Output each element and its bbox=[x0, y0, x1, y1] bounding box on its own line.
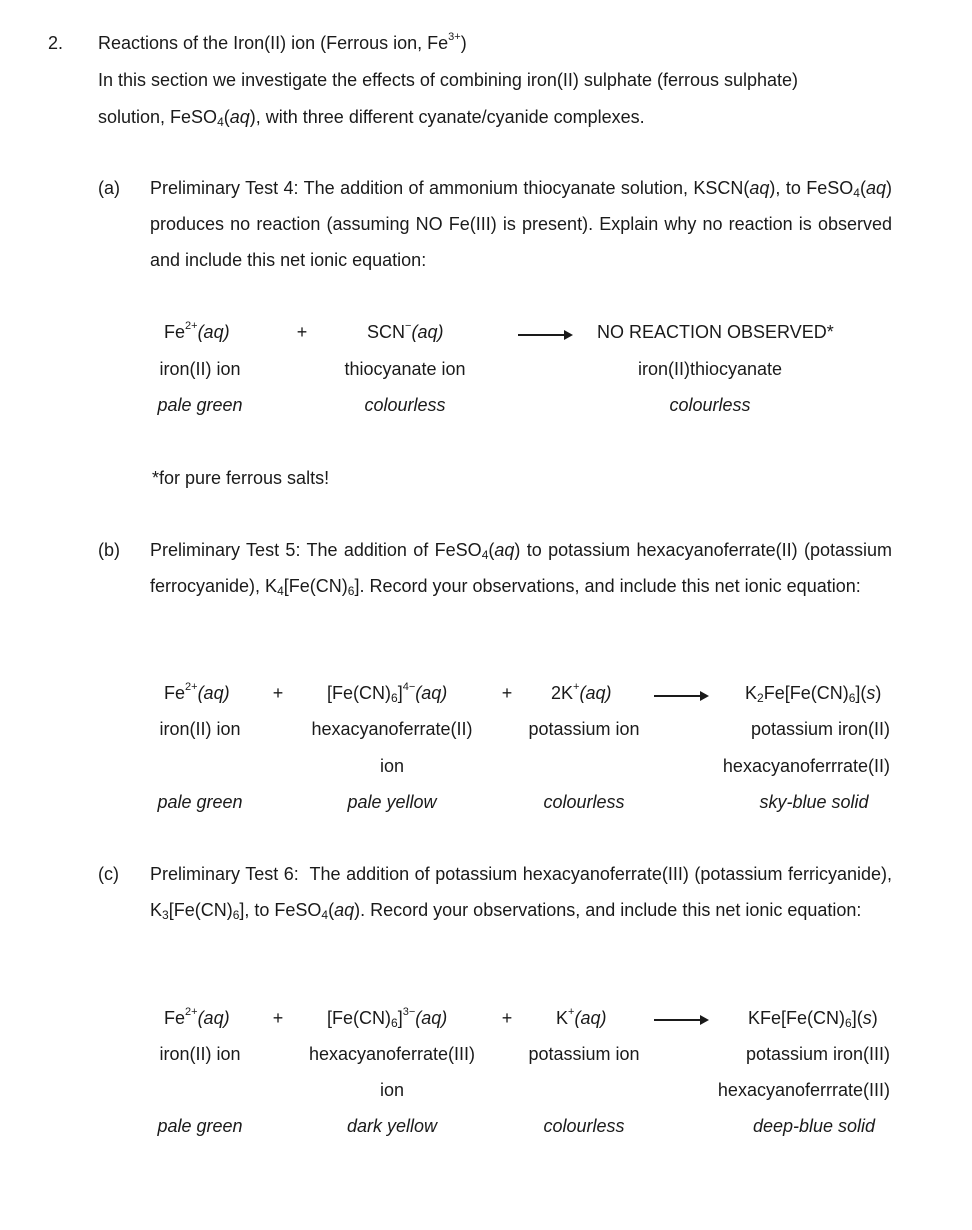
c-product-name-line2: hexacyanoferrrate(III) bbox=[717, 1080, 890, 1100]
c-product-name-line1: potassium iron(III) bbox=[745, 1044, 890, 1064]
a-product-name: iron(II)thiocyanate bbox=[637, 359, 783, 379]
b-product-formula: $K_2Fe[Fe(CN)_6](s)$ bbox=[745, 683, 882, 705]
part-b-label: (b) bbox=[98, 540, 120, 560]
a-reactant2-colour: colourless bbox=[364, 395, 446, 415]
part-c-paragraph: Preliminary Test 6: The addition of potassium hexacyanoferrate(III) (potassium ferricyanide), $K_3[Fe(CN)_6]$, to FeSO$_4$(aq). Record your observations, and include this net ionic equation: bbox=[150, 864, 898, 922]
c-plus-2: + bbox=[501, 1008, 513, 1028]
section-title: Reactions of the Iron(II) ion (Ferrous ion, $Fe^{3+}$) bbox=[98, 31, 467, 53]
part-a-label: (a) bbox=[98, 178, 120, 198]
part-c-test-name: Preliminary Test 6: bbox=[150, 864, 299, 884]
part-a-paragraph: Preliminary Test 4: The addition of ammonium thiocyanate solution, KSCN(aq), to FeSO$_4$(aq) produces no reaction (assuming NO Fe(III) is present). Explain why no reaction is observed and include this net ionic equation: bbox=[150, 178, 892, 270]
a-reactant2-name: thiocyanate ion bbox=[344, 359, 466, 379]
c-reactant2-colour: dark yellow bbox=[346, 1116, 438, 1136]
c-reactant3-colour: colourless bbox=[543, 1116, 625, 1136]
a-reactant2-formula: SCN−(aq) bbox=[367, 320, 444, 342]
b-reactant1-name: iron(II) ion bbox=[159, 719, 241, 739]
section-intro-line1: In this section we investigate the effects of combining iron(II) sulphate (ferrous sulphate) bbox=[98, 70, 799, 90]
a-reactant1-name: iron(II) ion bbox=[159, 359, 241, 379]
section-intro-line2: solution, FeSO$_4$(aq), with three different cyanate/cyanide complexes. bbox=[98, 107, 645, 129]
b-reactant1-colour: pale green bbox=[157, 792, 243, 812]
c-reactant1-formula: $Fe^{2+}(aq)$ bbox=[164, 1006, 230, 1028]
b-reactant2-name-line1: hexacyanoferrate(II) bbox=[311, 719, 473, 739]
b-reactant2-name-line2: ion bbox=[379, 756, 405, 776]
b-reactant1-formula: $Fe^{2+}(aq)$ bbox=[164, 681, 230, 703]
b-reactant2-colour: pale yellow bbox=[347, 792, 437, 812]
a-footnote: *for pure ferrous salts! bbox=[152, 468, 330, 488]
a-reactant1-formula: $Fe^{2+}(aq)$ bbox=[164, 320, 230, 342]
a-reactant1-colour: pale green bbox=[157, 395, 243, 415]
b-plus-2: + bbox=[501, 683, 513, 703]
b-product-name-line2: hexacyanoferrrate(II) bbox=[722, 756, 890, 776]
b-plus-1: + bbox=[272, 683, 284, 703]
c-reactant2-name-line1: hexacyanoferrate(III) bbox=[308, 1044, 476, 1064]
a-product: NO REACTION OBSERVED* bbox=[597, 322, 834, 342]
part-c-label: (c) bbox=[98, 864, 119, 884]
b-product-name-line1: potassium iron(II) bbox=[750, 719, 890, 739]
c-product-colour: deep-blue solid bbox=[752, 1116, 876, 1136]
c-reactant3-name: potassium ion bbox=[528, 1044, 640, 1064]
a-reaction-arrow bbox=[518, 334, 571, 336]
c-reactant1-colour: pale green bbox=[157, 1116, 243, 1136]
b-reactant2-formula: $[Fe(CN)_6]^{4-}(aq)$ bbox=[327, 681, 448, 705]
c-reactant2-name-line2: ion bbox=[379, 1080, 405, 1100]
part-b-paragraph: Preliminary Test 5: The addition of FeSO$_4$(aq) to potassium hexacyanoferrate(II) (potassium ferrocyanide), $K_4[Fe(CN)_6]$. Record your observations, and include this net ionic equation: bbox=[150, 540, 893, 598]
b-reactant3-name: potassium ion bbox=[528, 719, 640, 739]
a-plus: + bbox=[296, 322, 308, 342]
c-reactant3-formula: K+(aq) bbox=[556, 1006, 607, 1028]
c-reactant2-formula: $[Fe(CN)_6]^{3-}(aq)$ bbox=[327, 1006, 448, 1030]
c-product-formula: $KFe[Fe(CN)_6](s)$ bbox=[748, 1008, 878, 1030]
b-reactant3-colour: colourless bbox=[543, 792, 625, 812]
section-number: 2. bbox=[48, 33, 64, 53]
c-plus-1: + bbox=[272, 1008, 284, 1028]
b-reaction-arrow bbox=[654, 695, 707, 697]
c-reactant1-name: iron(II) ion bbox=[159, 1044, 241, 1064]
c-reaction-arrow bbox=[654, 1019, 707, 1021]
part-b-test-name: Preliminary Test 5: bbox=[150, 540, 301, 560]
b-product-colour: sky-blue solid bbox=[759, 792, 869, 812]
part-a-test-name: Preliminary Test 4: bbox=[150, 178, 299, 198]
b-reactant3-formula: 2K+(aq) bbox=[551, 681, 612, 703]
a-product-colour: colourless bbox=[669, 395, 751, 415]
